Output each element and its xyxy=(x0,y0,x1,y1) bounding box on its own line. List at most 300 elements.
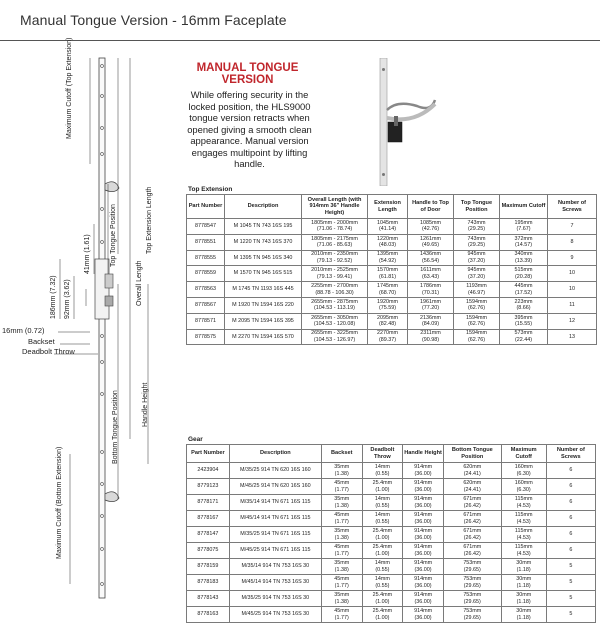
cell-imperial: (41.14) xyxy=(378,226,397,233)
table-row xyxy=(187,543,596,559)
table-cell xyxy=(443,527,501,543)
table-cell xyxy=(321,591,362,607)
cell-imperial: (13.39) xyxy=(514,257,533,264)
cell-value: 2311mm xyxy=(420,330,441,337)
cell-imperial: (1.18) xyxy=(516,614,531,621)
cell-imperial: (1.00) xyxy=(375,598,390,605)
table-cell xyxy=(187,234,225,250)
table-cell xyxy=(187,329,225,345)
table-cell xyxy=(546,575,595,591)
deadbolt xyxy=(105,296,113,306)
table-cell xyxy=(302,329,368,345)
cell-value: 671mm xyxy=(463,527,482,534)
cell-value: 914mm xyxy=(414,511,433,518)
table-row xyxy=(187,607,596,623)
cell-value: 8778547 xyxy=(195,223,216,230)
table-cell xyxy=(500,250,548,266)
cell-imperial: (24.41) xyxy=(463,470,481,477)
table-cell xyxy=(408,250,454,266)
col-screws: Number of Screws xyxy=(548,195,597,219)
table-cell xyxy=(362,543,403,559)
cell-value: 30mm xyxy=(516,591,532,598)
cell-imperial: (104.53 - 120.08) xyxy=(313,321,356,328)
table-cell xyxy=(501,607,546,623)
table-cell xyxy=(546,463,595,479)
table-cell xyxy=(548,219,597,235)
cell-imperial: (46.97) xyxy=(467,289,486,296)
table-cell xyxy=(187,543,230,559)
table-cell xyxy=(187,266,225,282)
table-cell xyxy=(187,219,225,235)
cell-value: M 1745 TN 1193 16S 445 xyxy=(232,286,294,293)
cell-value: M/45/14 914 TN 753 16S 30 xyxy=(241,579,310,586)
cell-value: 25.4mm xyxy=(372,607,393,614)
cell-value: 1920mm xyxy=(377,298,398,305)
cell-value: 2255mm - 2700mm xyxy=(311,282,358,289)
cell-value: 7 xyxy=(570,223,574,230)
cell-value: 223mm xyxy=(514,298,533,305)
table-cell xyxy=(229,559,321,575)
cell-value: 8778159 xyxy=(197,563,219,570)
table-cell xyxy=(501,591,546,607)
table-cell xyxy=(548,313,597,329)
col-overall-length: Overall Length (with 914mm 36" Handle Height) xyxy=(302,195,368,219)
cell-imperial: (1.38) xyxy=(334,566,349,573)
col-description: Description xyxy=(229,445,321,463)
cell-imperial: (29.65) xyxy=(463,598,481,605)
cell-imperial: (1.77) xyxy=(334,614,349,621)
cell-imperial: (36.00) xyxy=(414,598,432,605)
cell-value: 5 xyxy=(569,579,573,586)
table-cell xyxy=(454,266,500,282)
cell-value: 914mm xyxy=(414,591,433,598)
cell-imperial: (104.53 - 126.97) xyxy=(313,336,356,343)
gearbox xyxy=(95,259,109,319)
cell-value: 6 xyxy=(569,499,573,506)
cell-value: M 1570 TN 945 16S 515 xyxy=(233,270,293,277)
cell-value: 1594mm xyxy=(466,330,487,337)
cell-value: 8778171 xyxy=(197,499,219,506)
cell-value: 115mm xyxy=(514,543,533,550)
cell-value: 1436mm xyxy=(420,251,441,258)
table-cell xyxy=(403,607,444,623)
latch xyxy=(105,274,113,288)
table-cell xyxy=(454,234,500,250)
table-cell xyxy=(403,495,444,511)
cell-imperial: (49.65) xyxy=(421,242,440,249)
cell-imperial: (26.42) xyxy=(463,502,481,509)
cell-value: 9 xyxy=(570,254,574,261)
cell-value: 45mm xyxy=(334,511,350,518)
table-cell xyxy=(229,543,321,559)
cell-imperial: (75.59) xyxy=(378,305,397,312)
cell-value: 8778163 xyxy=(197,611,219,618)
table-cell xyxy=(368,282,408,298)
cell-imperial: (1.77) xyxy=(334,486,349,493)
label-deadbolt-throw: Deadbolt Throw xyxy=(22,347,75,356)
table-cell xyxy=(321,607,362,623)
table-cell xyxy=(321,463,362,479)
label-max-cutoff-top: Maximum Cutoff (Top Extension) xyxy=(66,37,73,139)
table-cell xyxy=(546,479,595,495)
cell-value: 25.4mm xyxy=(372,543,393,550)
cell-value: 1805mm - 2175mm xyxy=(311,235,358,242)
label-186mm: 186mm (7.32) xyxy=(50,275,57,319)
col-part-number: Part Number xyxy=(187,445,230,463)
col-deadbolt-throw: Deadbolt Throw xyxy=(362,445,403,463)
cell-value: 11 xyxy=(569,302,575,309)
table-cell xyxy=(225,250,302,266)
table-cell xyxy=(225,266,302,282)
cell-value: 914mm xyxy=(414,575,433,582)
cell-value: 45mm xyxy=(334,543,350,550)
cell-value: M 1920 TN 1594 16S 220 xyxy=(232,302,294,309)
cell-imperial: (1.18) xyxy=(516,598,531,605)
table-cell xyxy=(501,463,546,479)
table-cell xyxy=(187,463,230,479)
table-cell xyxy=(229,495,321,511)
table-cell xyxy=(187,250,225,266)
cell-imperial: (71.06 - 78.74) xyxy=(316,226,353,233)
cell-value: 14mm xyxy=(374,575,390,582)
table-cell xyxy=(443,479,501,495)
cell-imperial: (71.06 - 85.63) xyxy=(316,242,353,249)
cell-value: 1805mm - 2000mm xyxy=(311,219,358,226)
table-cell xyxy=(187,607,230,623)
cell-value: 115mm xyxy=(514,511,533,518)
cell-value: 5 xyxy=(569,611,573,618)
cell-value: 13 xyxy=(569,333,575,340)
table-cell xyxy=(501,559,546,575)
cell-imperial: (4.53) xyxy=(516,502,531,509)
table-cell xyxy=(546,591,595,607)
table-cell xyxy=(548,266,597,282)
bottom-tongue-hook xyxy=(105,492,119,502)
cell-value: M/35/25 914 TN 671 16S 115 xyxy=(240,531,311,538)
cell-imperial: (26.42) xyxy=(463,534,481,541)
table-cell xyxy=(501,575,546,591)
cell-value: 30mm xyxy=(516,575,532,582)
cell-value: 8 xyxy=(570,238,574,245)
cell-imperial: (36.00) xyxy=(414,470,432,477)
label-bottom-tongue-position: Bottom Tongue Position xyxy=(112,390,119,464)
cell-imperial: (1.00) xyxy=(375,614,390,621)
cell-imperial: (1.00) xyxy=(375,486,390,493)
table-row xyxy=(187,266,597,282)
cell-value: 1611mm xyxy=(420,267,441,274)
table-cell xyxy=(187,591,230,607)
col-handle-height: Handle Height xyxy=(403,445,444,463)
table-cell xyxy=(187,511,230,527)
cell-imperial: (26.42) xyxy=(463,518,481,525)
cell-imperial: (1.77) xyxy=(334,582,349,589)
table-cell xyxy=(403,543,444,559)
cell-value: 914mm xyxy=(414,527,433,534)
table-cell xyxy=(362,527,403,543)
cell-imperial: (61.81) xyxy=(378,273,397,280)
cell-imperial: (4.53) xyxy=(516,518,531,525)
cell-imperial: (1.38) xyxy=(334,534,349,541)
cell-value: 5 xyxy=(569,595,573,602)
cell-value: 8778551 xyxy=(195,238,216,245)
cell-imperial: (36.00) xyxy=(414,582,432,589)
cell-imperial: (0.55) xyxy=(375,518,390,525)
table-cell xyxy=(501,527,546,543)
table-cell xyxy=(501,543,546,559)
cell-imperial: (29.65) xyxy=(463,582,481,589)
table-cell xyxy=(362,559,403,575)
col-part-number: Part Number xyxy=(187,195,225,219)
cell-value: 6 xyxy=(569,467,573,474)
table-cell xyxy=(546,607,595,623)
cell-value: 25.4mm xyxy=(372,527,393,534)
cell-imperial: (79.13 - 99.41) xyxy=(316,273,353,280)
cell-imperial: (0.55) xyxy=(375,582,390,589)
cell-value: 14mm xyxy=(374,559,390,566)
cell-imperial: (79.13 - 92.52) xyxy=(316,257,353,264)
cell-value: 2423904 xyxy=(197,467,219,474)
table-cell xyxy=(408,219,454,235)
table-cell xyxy=(302,266,368,282)
cell-imperial: (36.00) xyxy=(414,534,432,541)
cell-imperial: (15.55) xyxy=(514,321,533,328)
cell-value: 8778563 xyxy=(195,286,216,293)
cell-value: 914mm xyxy=(414,607,433,614)
cell-value: M/45/25 914 TN 671 16S 115 xyxy=(240,547,311,554)
table-row xyxy=(187,297,597,313)
table-cell xyxy=(362,479,403,495)
multipoint-lock-diagram xyxy=(0,37,185,600)
col-screws: Number of Screws xyxy=(546,445,595,463)
cell-value: 914mm xyxy=(414,559,433,566)
cell-value: 1786mm xyxy=(420,282,441,289)
col-top-tongue: Top Tongue Position xyxy=(454,195,500,219)
cell-value: M 2095 TN 1594 16S 395 xyxy=(232,317,294,324)
table-cell xyxy=(187,559,230,575)
table-cell xyxy=(408,297,454,313)
cell-value: M 1045 TN 743 16S 195 xyxy=(233,223,293,230)
table-row xyxy=(187,479,596,495)
cell-value: 914mm xyxy=(414,479,433,486)
cell-value: 620mm xyxy=(463,463,482,470)
cell-value: 1193mm xyxy=(466,282,487,289)
table-cell xyxy=(454,313,500,329)
table-cell xyxy=(362,591,403,607)
cell-value: 753mm xyxy=(463,575,482,582)
table-cell xyxy=(546,527,595,543)
cell-value: 6 xyxy=(569,547,573,554)
cell-imperial: (8.66) xyxy=(516,305,531,312)
table-cell xyxy=(368,313,408,329)
table-row xyxy=(187,250,597,266)
table-cell xyxy=(403,511,444,527)
cell-value: 35mm xyxy=(334,527,350,534)
cell-imperial: (36.00) xyxy=(414,486,432,493)
gear-table xyxy=(186,444,596,623)
table-cell xyxy=(225,282,302,298)
cell-imperial: (1.77) xyxy=(334,550,349,557)
cell-imperial: (29.25) xyxy=(467,226,486,233)
cell-imperial: (70.31) xyxy=(421,289,440,296)
table-cell xyxy=(229,479,321,495)
table-cell xyxy=(408,234,454,250)
cell-imperial: (1.77) xyxy=(334,518,349,525)
table-row xyxy=(187,575,596,591)
table-cell xyxy=(229,575,321,591)
cell-value: 8778571 xyxy=(195,317,216,324)
table-cell xyxy=(229,463,321,479)
table-cell xyxy=(187,495,230,511)
table-cell xyxy=(403,591,444,607)
cell-imperial: (62.76) xyxy=(467,336,486,343)
cell-imperial: (36.00) xyxy=(414,566,432,573)
table-cell xyxy=(443,463,501,479)
table-cell xyxy=(302,219,368,235)
table-cell xyxy=(454,329,500,345)
col-extension-length: Extension Length xyxy=(368,195,408,219)
table-cell xyxy=(368,234,408,250)
cell-value: 10 xyxy=(569,270,575,277)
cell-value: M/45/25 914 TN 620 16S 160 xyxy=(240,483,311,490)
cell-imperial: (0.55) xyxy=(375,566,390,573)
cell-value: 14mm xyxy=(374,463,390,470)
table-row xyxy=(187,313,597,329)
cell-value: 195mm xyxy=(514,219,533,226)
cell-value: 25.4mm xyxy=(372,479,393,486)
table-cell xyxy=(546,543,595,559)
table-cell xyxy=(321,527,362,543)
table-cell xyxy=(500,282,548,298)
gear-title: Gear xyxy=(188,436,203,443)
table-cell xyxy=(368,329,408,345)
cell-value: 395mm xyxy=(514,314,533,321)
table-cell xyxy=(548,250,597,266)
cell-value: 30mm xyxy=(516,559,532,566)
table-cell xyxy=(403,527,444,543)
table-cell xyxy=(501,511,546,527)
lock-drawing xyxy=(0,44,185,600)
page-title: Manual Tongue Version - 16mm Faceplate xyxy=(20,12,287,28)
cell-value: 1261mm xyxy=(420,235,441,242)
table-cell xyxy=(321,511,362,527)
cell-imperial: (6.30) xyxy=(516,486,531,493)
table-cell xyxy=(225,234,302,250)
table-cell xyxy=(500,329,548,345)
promo-description: While offering security in the locked position, the HLS9000 tongue version retracts when opened giving a smooth clean appearance. Manual version engages multipoint by lifting handle. xyxy=(187,89,312,169)
top-tongue-hook xyxy=(105,182,119,192)
page-header xyxy=(0,0,600,34)
cell-value: 25.4mm xyxy=(372,591,393,598)
cell-imperial: (88.78 - 106.30) xyxy=(315,289,354,296)
top-extension-title: Top Extension xyxy=(188,186,233,193)
cell-imperial: (89.37) xyxy=(378,336,397,343)
table-cell xyxy=(548,234,597,250)
table-cell xyxy=(302,282,368,298)
cell-imperial: (37.20) xyxy=(467,273,486,280)
cell-value: 8778183 xyxy=(197,579,219,586)
cell-value: 8778555 xyxy=(195,254,216,261)
cell-imperial: (7.67) xyxy=(516,226,531,233)
cell-value: 620mm xyxy=(463,479,482,486)
col-backset: Backset xyxy=(321,445,362,463)
cell-value: M 2270 TN 1594 16S 570 xyxy=(232,333,294,340)
label-top-tongue-position: Top Tongue Position xyxy=(110,204,117,267)
cell-value: 45mm xyxy=(334,479,350,486)
table-cell xyxy=(321,479,362,495)
cell-imperial: (1.18) xyxy=(516,582,531,589)
cell-value: 445mm xyxy=(514,282,533,289)
table-cell xyxy=(187,297,225,313)
table-cell xyxy=(225,297,302,313)
table-cell xyxy=(454,219,500,235)
table-cell xyxy=(229,511,321,527)
cell-value: 35mm xyxy=(334,559,350,566)
cell-value: 8778575 xyxy=(195,333,216,340)
table-header-row xyxy=(187,445,596,463)
cell-imperial: (0.55) xyxy=(375,470,390,477)
table-cell xyxy=(229,527,321,543)
cell-value: 8778167 xyxy=(197,515,219,522)
cell-value: 671mm xyxy=(463,495,482,502)
col-bottom-tongue: Bottom Tongue Position xyxy=(443,445,501,463)
cell-value: 35mm xyxy=(334,463,350,470)
cell-imperial: (90.98) xyxy=(421,336,440,343)
table-row xyxy=(187,219,597,235)
cell-imperial: (42.76) xyxy=(421,226,440,233)
table-cell xyxy=(187,313,225,329)
table-cell xyxy=(443,591,501,607)
table-cell xyxy=(546,559,595,575)
cell-imperial: (4.53) xyxy=(516,534,531,541)
cell-imperial: (63.43) xyxy=(421,273,440,280)
cell-imperial: (48.03) xyxy=(378,242,397,249)
cell-value: M/45/14 914 TN 671 16S 115 xyxy=(240,515,311,522)
cell-value: 8779123 xyxy=(197,483,219,490)
cell-value: M/35/14 914 TN 753 16S 30 xyxy=(241,563,310,570)
table-cell xyxy=(408,282,454,298)
label-top-extension-length: Top Extension Length xyxy=(146,186,153,254)
table-cell xyxy=(362,607,403,623)
table-cell xyxy=(362,511,403,527)
table-cell xyxy=(443,495,501,511)
cell-value: 340mm xyxy=(514,251,533,258)
cell-imperial: (24.41) xyxy=(463,486,481,493)
top-extension-table xyxy=(186,194,597,345)
header-divider xyxy=(0,40,600,41)
table-cell xyxy=(501,495,546,511)
table-cell xyxy=(362,495,403,511)
table-cell xyxy=(368,250,408,266)
cell-imperial: (22.44) xyxy=(514,336,533,343)
label-16mm: 16mm (0.72) xyxy=(2,326,45,335)
table-cell xyxy=(443,543,501,559)
table-cell xyxy=(546,511,595,527)
cell-imperial: (1.38) xyxy=(334,470,349,477)
cell-value: M/45/25 914 TN 753 16S 30 xyxy=(241,611,310,618)
cell-value: 10 xyxy=(569,286,575,293)
table-row xyxy=(187,591,596,607)
cell-value: 1594mm xyxy=(466,314,487,321)
label-backset: Backset xyxy=(28,337,55,346)
cell-value: 753mm xyxy=(463,591,482,598)
cell-value: 1220mm xyxy=(377,235,398,242)
table-cell xyxy=(500,313,548,329)
label-41mm: 41mm (1.61) xyxy=(84,234,91,274)
table-cell xyxy=(225,313,302,329)
cell-imperial: (104.53 - 113.19) xyxy=(314,305,355,312)
table-cell xyxy=(443,559,501,575)
cell-imperial: (1.18) xyxy=(516,566,531,573)
